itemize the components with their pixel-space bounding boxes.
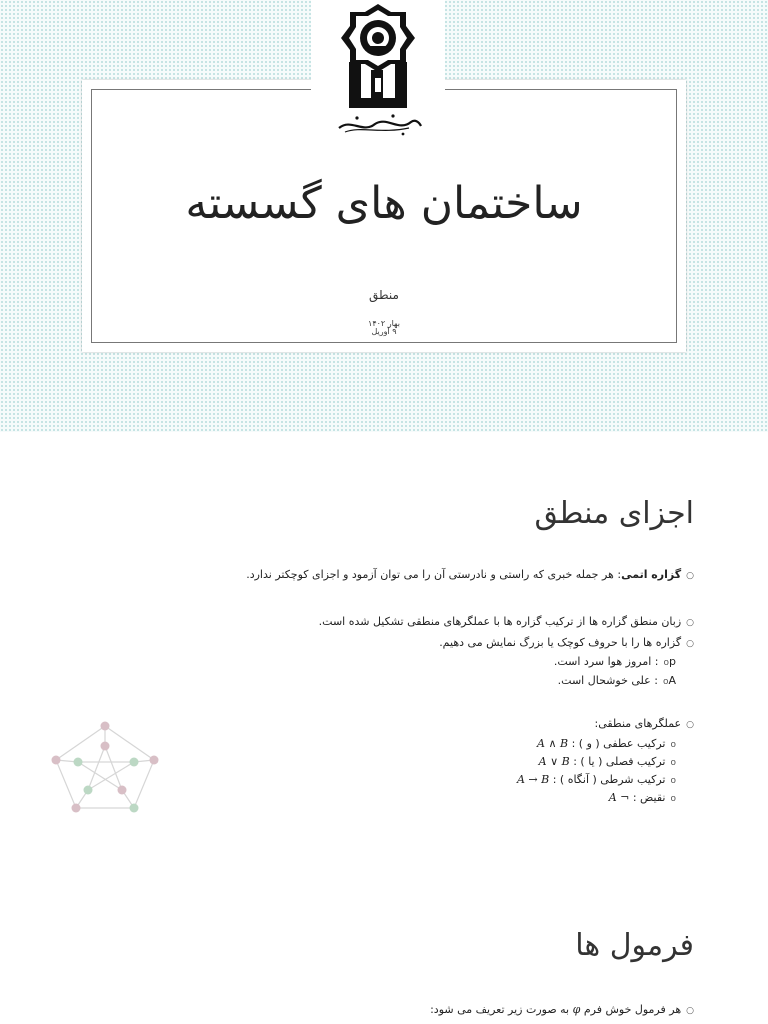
slide3-title: فرمول ها	[575, 928, 694, 963]
graph-node	[74, 758, 83, 767]
bullet-icon: ○	[686, 571, 694, 581]
graph-node	[130, 804, 139, 813]
bullet-item: ○زبان منطق گزاره ها از ترکیب گزاره ها با عملگرهای منطقی تشکیل شده است.	[318, 615, 694, 628]
atomic-text: : هر جمله خبری که راستی و نادرستی آن را می توان آزمود و اجزای کوچکتر ندارد.	[246, 568, 622, 581]
graph-node	[84, 786, 93, 795]
date-line-1: بهار ۱۴۰۲	[368, 319, 400, 328]
presentation-subtitle: منطق	[369, 288, 399, 302]
bullet-icon: o	[670, 794, 676, 804]
graph-node	[150, 756, 159, 765]
operator-item: oترکیب فصلی ( یا ) : A ∨ B	[538, 755, 676, 768]
graph-node	[118, 786, 127, 795]
bullet-icon: o	[670, 776, 676, 786]
atomic-label: گزاره اتمی	[621, 568, 682, 581]
example-item: op: امروز هوا سرد است.	[553, 655, 676, 668]
presentation-title: ساختمان های گسسته	[185, 178, 583, 229]
bullet-icon: ○	[686, 639, 694, 649]
bullet-icon: o	[663, 658, 670, 668]
bullet-icon: o	[670, 740, 676, 750]
graph-node	[101, 722, 110, 731]
bullet-icon: o	[662, 677, 669, 687]
graph-node	[130, 758, 139, 767]
atomic-proposition-bullet	[246, 568, 694, 581]
graph-node	[101, 742, 110, 751]
title-slide	[0, 0, 768, 432]
presentation-date	[92, 320, 676, 336]
bullet-icon: o	[670, 758, 676, 768]
petersen-graph-illustration	[50, 718, 160, 814]
bullet-item: ○گزاره ها را با حروف کوچک یا بزرگ نمایش می دهیم.	[439, 636, 694, 649]
example-item: oA: علی خوشحال است.	[557, 674, 676, 687]
operator-item: oترکیب شرطی ( آنگاه ) : A → B	[516, 773, 676, 786]
operators-heading: ○عملگرهای منطقی:	[594, 717, 694, 730]
operator-item: oترکیب عطفی ( و ) : A ∧ B	[537, 737, 676, 750]
bullet-icon: ○	[686, 618, 694, 628]
bullet-icon: ○	[686, 720, 694, 730]
slide2-title: اجزای منطق	[534, 496, 694, 531]
date-line-2: ۹ آوریل	[371, 327, 397, 336]
graph-node	[52, 756, 61, 765]
operator-item: oنقیض : ¬ A	[608, 791, 676, 804]
university-logo	[311, 0, 445, 143]
formula-definition-bullet: ○هر فرمول خوش فرم φ به صورت زیر تعریف می شود:	[430, 1003, 694, 1016]
graph-node	[72, 804, 81, 813]
bullet-icon: ○	[686, 1006, 694, 1016]
